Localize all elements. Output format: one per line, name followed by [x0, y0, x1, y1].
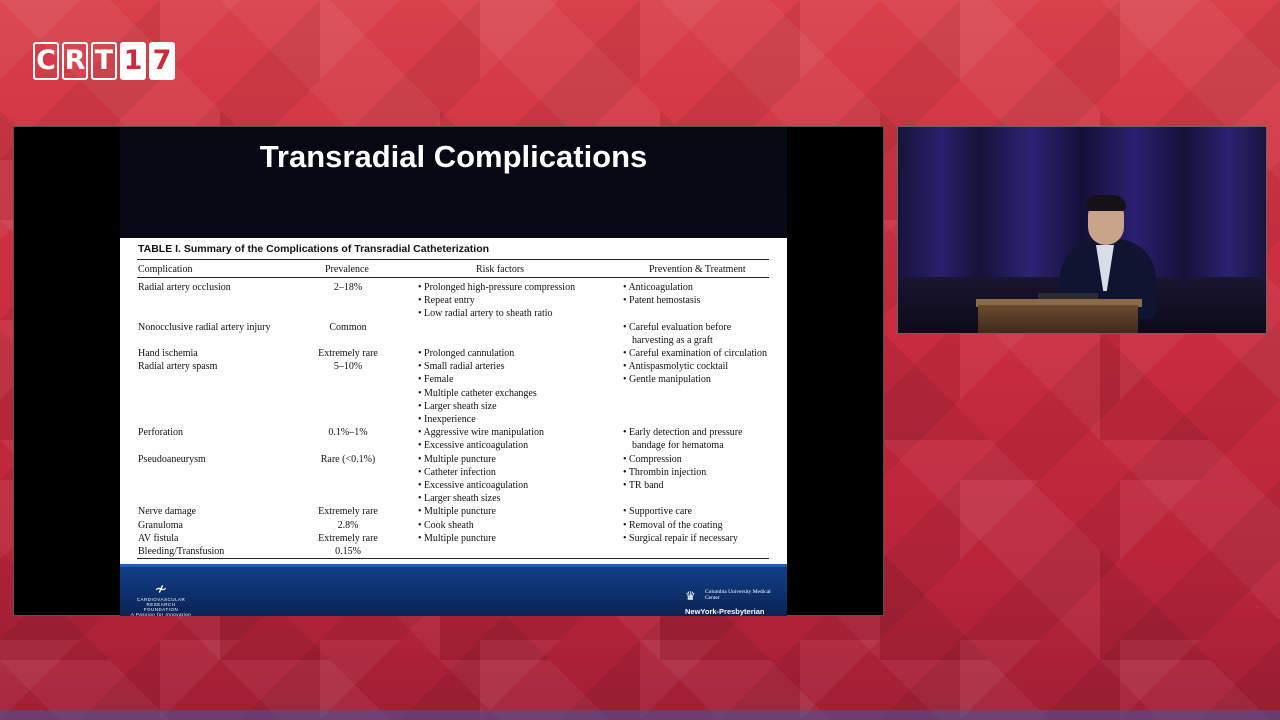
cell-risk-factor: • Larger sheath size [418, 400, 497, 412]
cell-prevention: • Supportive care [623, 506, 693, 518]
cell-risk-factor: • Multiple catheter exchanges [418, 387, 537, 399]
slide-footer [120, 567, 787, 616]
cell-prevention: • TR band [623, 480, 664, 491]
cell-risk-factor: • Repeat entry [418, 295, 475, 307]
crf-swirl-icon: ≁ [154, 581, 168, 598]
cell-prevention: • Gentle manipulation [623, 374, 711, 386]
crt-logo [33, 42, 175, 78]
cell-complication: Radial artery occlusion [138, 282, 231, 293]
cell-complication: Radial artery spasm [138, 361, 218, 373]
column-header-complication: Complication [138, 264, 193, 275]
cell-risk-factor: • Excessive anticoagulation [418, 440, 529, 452]
slide-frame [13, 126, 884, 616]
cell-prevalence: 0.1%–1% [328, 427, 368, 439]
cell-risk-factor: • Multiple puncture [418, 453, 496, 465]
cell-prevention: • Compression [623, 453, 682, 465]
cell-risk-factor: • Aggressive wire manipulation [418, 427, 544, 439]
nyp-text: NewYork-Presbyterian [685, 607, 765, 616]
column-header-prevalence: Prevalence [325, 264, 369, 275]
cell-prevalence: 2–18% [333, 282, 363, 293]
presentation-slide [120, 127, 787, 616]
cell-risk-factor: • Prolonged high-pressure compression [418, 282, 576, 293]
cell-prevalence: 2.8% [337, 519, 359, 531]
cell-prevalence: 0.15% [335, 546, 361, 557]
cell-prevention: harvesting as a graft [632, 334, 713, 346]
cell-prevention: • Removal of the coating [623, 519, 723, 531]
logo-char: C [33, 42, 59, 80]
cell-prevention: • Antispasmolytic cocktail [623, 361, 729, 373]
cell-risk-factor: • Catheter infection [418, 466, 496, 478]
cell-risk-factor: • Female [418, 374, 454, 386]
columbia-logo [685, 587, 771, 621]
table-rule-top [137, 259, 769, 260]
cell-prevalence: 5–10% [333, 361, 363, 373]
cell-risk-factor: • Larger sheath sizes [418, 493, 501, 505]
column-header-risk-factors: Risk factors [476, 264, 525, 275]
crf-logo [130, 581, 192, 617]
table-caption: TABLE I. Summary of the Complications of Transradial Catheterization [138, 243, 490, 255]
cell-prevention: • Careful examination of circulation [623, 348, 768, 359]
cell-risk-factor: • Multiple puncture [418, 506, 496, 518]
cell-complication: Pseudoaneurysm [138, 453, 206, 465]
logo-char: T [91, 42, 117, 80]
bottom-band [0, 710, 1280, 720]
slide-title: Transradial Complications [259, 139, 648, 174]
cell-prevention: • Patent hemostasis [623, 295, 701, 307]
cell-prevalence: Extremely rare [318, 532, 378, 544]
columbia-text: Columbia University Medical Center [705, 589, 771, 601]
cell-complication: Bleeding/Transfusion [138, 546, 225, 557]
cell-risk-factor: • Multiple puncture [418, 532, 496, 544]
cell-risk-factor: • Excessive anticoagulation [418, 480, 529, 491]
cell-prevention: • Anticoagulation [623, 282, 693, 293]
cell-prevalence: Extremely rare [318, 348, 378, 359]
podium [978, 305, 1138, 334]
cell-prevention: • Surgical repair if necessary [623, 532, 738, 544]
cell-prevention: • Thrombin injection [623, 466, 707, 478]
cell-complication: Perforation [138, 427, 183, 439]
cell-prevalence: Common [329, 321, 367, 333]
complications-table [120, 238, 787, 564]
column-header-prevention: Prevention & Treatment [649, 264, 746, 275]
cell-complication: Nonocclusive radial artery injury [138, 321, 271, 333]
logo-char: 7 [149, 42, 175, 80]
cell-prevalence: Rare (<0.1%) [320, 453, 376, 465]
speaker-video [897, 126, 1267, 334]
table-rule-bottom [137, 558, 769, 559]
cell-risk-factor: • Small radial arteries [418, 361, 505, 373]
crf-text: CARDIOVASCULAR RESEARCH FOUNDATION [136, 597, 186, 612]
cell-risk-factor: • Prolonged cannulation [418, 348, 515, 359]
cell-risk-factor: • Low radial artery to sheath ratio [418, 308, 553, 320]
crf-tagline: A Passion for Innovation [130, 612, 192, 617]
cell-prevention: • Early detection and pressure [623, 427, 743, 439]
cell-prevention: bandage for hematoma [632, 440, 724, 452]
table-rule-header [137, 277, 769, 278]
cell-prevention: • Careful evaluation before [623, 321, 732, 333]
cell-risk-factor: • Cook sheath [418, 519, 474, 531]
cell-complication: AV fistula [138, 532, 179, 544]
cell-risk-factor: • Inexperience [418, 414, 476, 425]
cell-prevalence: Extremely rare [318, 506, 378, 518]
cell-complication: Granuloma [138, 519, 183, 531]
cell-complication: Nerve damage [138, 506, 197, 518]
speaker-hair [1086, 195, 1126, 211]
crown-icon: ♛ [685, 589, 696, 603]
cell-complication: Hand ischemia [138, 348, 198, 359]
logo-char: 1 [120, 42, 146, 80]
logo-char: R [62, 42, 88, 80]
